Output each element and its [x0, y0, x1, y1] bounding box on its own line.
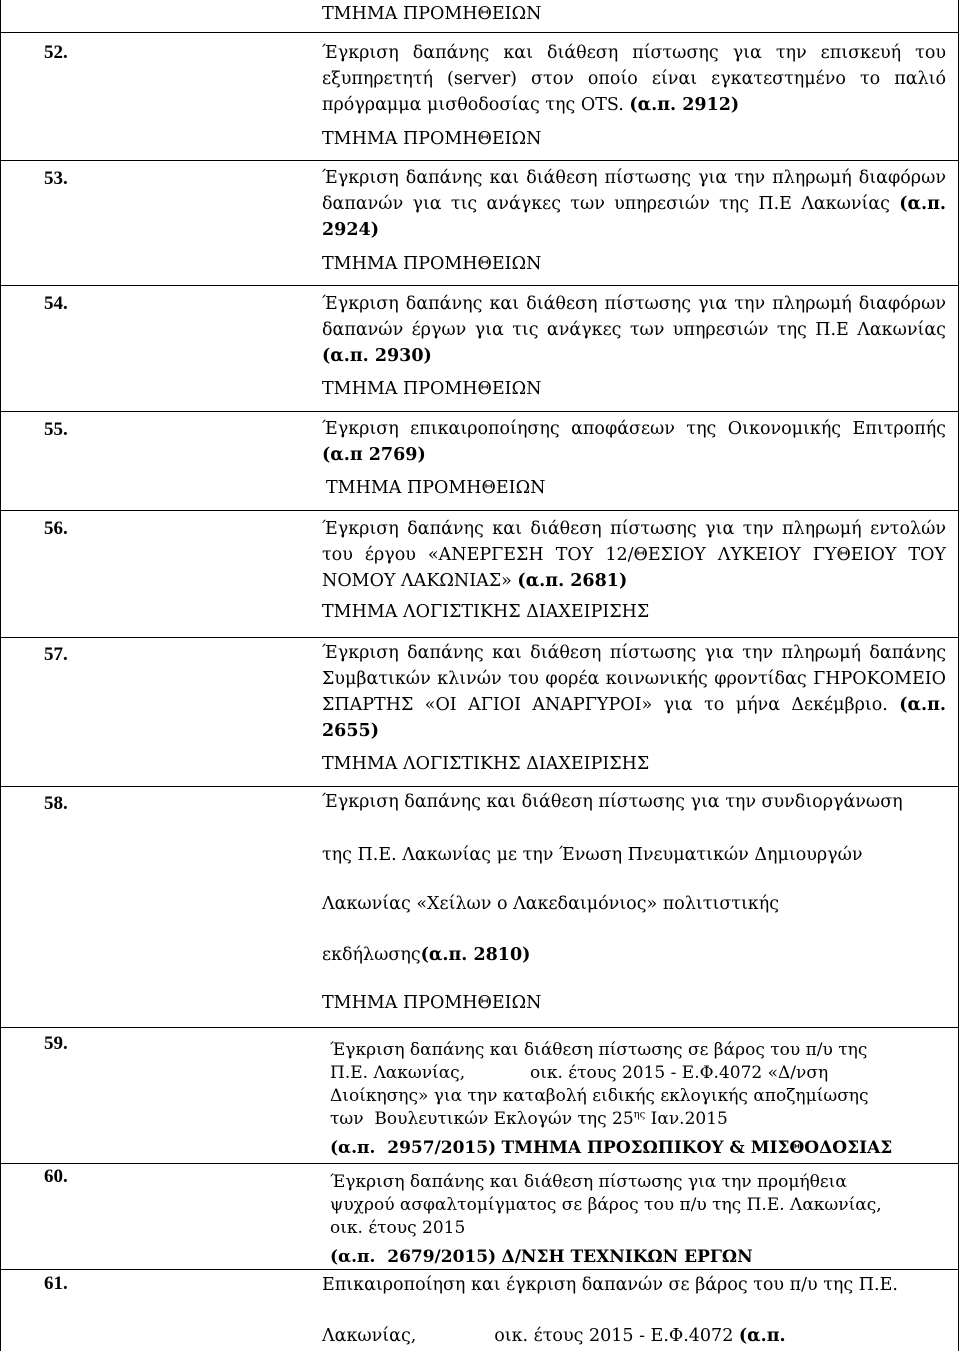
item-text: Έγκριση δαπάνης και διάθεση πίστωσης για την πληρωμή εντολών του έργου «ΑΝΕΡΓΕΣΗ ΤΟΥ 12/ΘΕΣΙΟΥ ΛΥΚΕΙΟΥ ΓΥΘΕΙΟΥ ΤΟΥ ΝΟΜΟΥ ΛΑΚΩΝΙΑΣ»: [322, 519, 946, 591]
item-number: 53.: [44, 168, 68, 189]
item-description: [322, 516, 946, 594]
department-label: ΤΜΗΜΑ ΠΡΟΜΗΘΕΙΩΝ: [322, 129, 542, 149]
item-text-line: Λακωνίας «Χείλων ο Λακεδαιμόνιος» πολιτιστικής: [322, 894, 780, 914]
item-reference: (α.π 2769): [322, 445, 426, 465]
item-number: 52.: [44, 42, 68, 63]
item-description: [330, 1039, 940, 1160]
table-divider: [1, 1269, 959, 1270]
item-text-line: [330, 1108, 940, 1131]
department-label: ΤΜΗΜΑ ΛΟΓΙΣΤΙΚΗΣ ΔΙΑΧΕΙΡΙΣΗΣ: [322, 602, 650, 622]
item-footer-line: [330, 1246, 940, 1269]
department-label: Δ/ΝΣΗ ΤΕΧΝΙΚΩΝ ΕΡΓΩΝ: [501, 1247, 753, 1267]
department-label: ΤΜΗΜΑ ΛΟΓΙΣΤΙΚΗΣ ΔΙΑΧΕΙΡΙΣΗΣ: [322, 754, 650, 774]
item-reference: (α.π. 2810): [420, 945, 531, 965]
item-reference: (α.π. 2912): [629, 95, 740, 115]
department-label: ΤΜΗΜΑ ΠΡΟΜΗΘΕΙΩΝ: [322, 379, 542, 399]
item-reference: (α.π. 2930): [322, 346, 432, 366]
table-divider: [1, 1027, 959, 1028]
item-text: Έγκριση δαπάνης και διάθεση πίστωσης για την επισκευή του εξυπηρετητή (server) στον οποίο είναι εγκατεστημένο το παλιό πρόγραμμα μισθοδοσίας της OTS.: [322, 43, 946, 115]
item-text-line: οικ. έτους 2015: [330, 1218, 466, 1238]
item-number: 60.: [44, 1166, 68, 1187]
item-description: [322, 640, 946, 744]
item-text-line: Λακωνίας, οικ. έτους 2015 - Ε.Φ.4072: [322, 1326, 734, 1346]
item-description: [322, 40, 946, 118]
table-divider: [1, 510, 959, 511]
item-number: 58.: [44, 793, 68, 814]
item-description: [322, 291, 946, 369]
table-divider: [1, 285, 959, 286]
item-reference: (α.π. 2679/2015): [330, 1247, 497, 1267]
item-text-line: ψυχρού ασφαλτομίγματος σε βάρος του π/υ της Π.Ε. Λακωνίας,: [330, 1195, 882, 1215]
item-number: 55.: [44, 419, 68, 440]
item-description: [322, 165, 946, 243]
item-description-line: [322, 942, 946, 968]
table-divider: [1, 160, 959, 161]
item-number: 59.: [44, 1033, 68, 1054]
table-divider: [1, 32, 959, 33]
item-text: Ιαν.2015: [650, 1109, 728, 1129]
item-reference: (α.π. 2681): [517, 571, 628, 591]
item-reference: (α.π.: [738, 1326, 786, 1346]
item-text-line: εκδήλωσης: [322, 945, 421, 965]
item-reference: (α.π. 2957/2015): [330, 1138, 497, 1158]
item-text-line: Έγκριση δαπάνης και διάθεση πίστωσης σε βάρος του π/υ της: [330, 1040, 868, 1060]
item-text-line: Έγκριση δαπάνης και διάθεση πίστωσης για την συνδιοργάνωση: [322, 792, 903, 812]
item-text-line: Διοίκησης» για την καταβολή ειδικής εκλογικής αποζημίωσης: [330, 1086, 869, 1106]
item-text-line: Έγκριση δαπάνης και διάθεση πίστωσης για την προμήθεια: [330, 1172, 847, 1192]
department-label: ΤΜΗΜΑ ΠΡΟΜΗΘΕΙΩΝ: [326, 478, 546, 498]
item-number: 56.: [44, 518, 68, 539]
item-text: Έγκριση δαπάνης και διάθεση πίστωσης για την πληρωμή διαφόρων δαπανών έργων για τις ανάγκες των υπηρεσιών της Π.Ε Λακωνίας: [322, 294, 946, 340]
item-description: [322, 1272, 946, 1298]
item-number: 54.: [44, 293, 68, 314]
item-description-line: [322, 1323, 946, 1349]
table-divider: [1, 411, 959, 412]
item-text-line: Επικαιροποίηση και έγκριση δαπανών σε βάρος του π/υ της Π.Ε.: [322, 1275, 898, 1295]
item-number: 61.: [44, 1273, 68, 1294]
item-text: Έγκριση δαπάνης και διάθεση πίστωσης για την πληρωμή διαφόρων δαπανών για τις ανάγκες των υπηρεσιών της Π.Ε Λακωνίας: [322, 168, 946, 214]
item-text-line: Π.Ε. Λακωνίας, οικ. έτους 2015 - Ε.Φ.4072 «Δ/νση: [330, 1063, 829, 1083]
table-border-left: [0, 0, 1, 1351]
item-description-line: [322, 842, 946, 868]
item-description-line: [322, 891, 946, 917]
item-reference: (α.π. 2655): [322, 695, 946, 741]
item-text: Έγκριση δαπάνης και διάθεση πίστωσης για την πληρωμή δαπάνης Συμβατικών κλινών του φορέα κοινωνικής φροντίδας ΓΗΡΟΚΟΜΕΙΟ ΣΠΑΡΤΗΣ «ΟΙ ΑΓΙΟΙ ΑΝΑΡΓΥΡΟΙ» για το μήνα Δεκέμβριο.: [322, 643, 946, 715]
item-number: 57.: [44, 644, 68, 665]
item-footer-line: [330, 1137, 940, 1160]
department-label: ΤΜΗΜΑ ΠΡΟΣΩΠΙΚΟΥ & ΜΙΣΘΟΔΟΣΙΑΣ: [501, 1138, 893, 1158]
department-label: ΤΜΗΜΑ ΠΡΟΜΗΘΕΙΩΝ: [322, 993, 542, 1013]
table-divider: [1, 637, 959, 638]
item-description: [322, 789, 946, 815]
department-label: ΤΜΗΜΑ ΠΡΟΜΗΘΕΙΩΝ: [322, 254, 542, 274]
item-text-line: της Π.Ε. Λακωνίας με την Ένωση Πνευματικών Δημιουργών: [322, 845, 863, 865]
item-description: [330, 1171, 940, 1269]
table-border-right: [958, 0, 959, 1351]
item-text: Έγκριση επικαιροποίησης αποφάσεων της Οικονομικής Επιτροπής: [322, 419, 946, 439]
department-label: ΤΜΗΜΑ ΠΡΟΜΗΘΕΙΩΝ: [322, 4, 542, 24]
item-reference: (α.π. 2924): [322, 194, 946, 240]
item-description: [322, 416, 946, 468]
superscript: ης: [633, 1109, 646, 1121]
item-text: των Βουλευτικών Εκλογών της 25: [330, 1109, 634, 1129]
table-divider: [1, 786, 959, 787]
table-divider: [1, 1163, 959, 1164]
